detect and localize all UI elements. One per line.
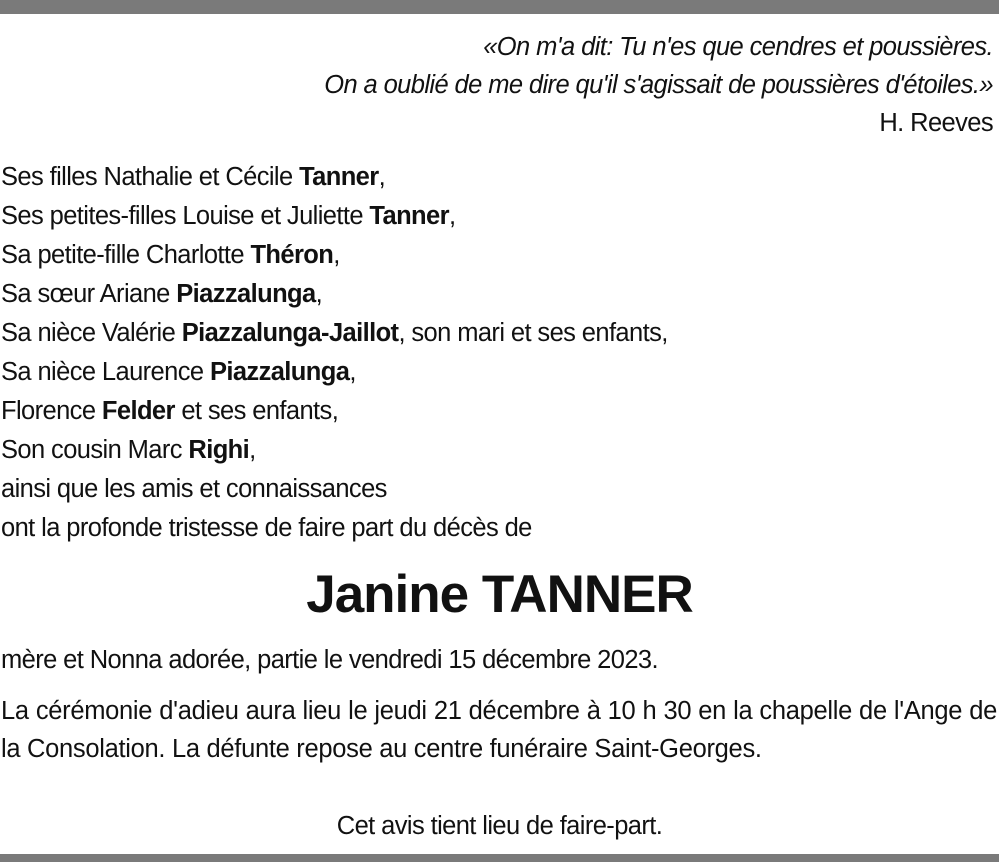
bottom-border-rule [0,854,999,862]
quote-line-2: On a oublié de me dire qu'il s'agissait de poussières d'étoiles.» [324,71,993,99]
quote-author: H. Reeves [879,109,993,137]
family-list [1,158,668,548]
family-row: Son cousin Marc Righi, [1,436,256,464]
epigraph-quote [324,28,993,142]
family-row: Sa petite-fille Charlotte Théron, [1,241,340,269]
family-row: Sa nièce Laurence Piazzalunga, [1,358,356,386]
family-row: Sa sœur Ariane Piazzalunga, [1,280,323,308]
deceased-subline: mère et Nonna adorée, partie le vendredi 15 décembre 2023. [1,646,658,674]
ceremony-paragraph: La cérémonie d'adieu aura lieu le jeudi 21 décembre à 10 h 30 en la chapelle de l'Ange de la Consolation. La défunte repose au centre funéraire Saint-Georges. [1,697,997,763]
top-border-rule [0,0,999,14]
family-row: Florence Felder et ses enfants, [1,397,339,425]
family-row: ainsi que les amis et connaissances [1,475,387,503]
family-row: Sa nièce Valérie Piazzalunga-Jaillot, son mari et ses enfants, [1,319,668,347]
quote-line-1: «On m'a dit: Tu n'es que cendres et poussières. [483,33,993,61]
deceased-name: Janine TANNER [306,565,693,624]
family-row: Ses filles Nathalie et Cécile Tanner, [1,163,386,191]
family-row: Ses petites-filles Louise et Juliette Tanner, [1,202,456,230]
family-row: ont la profonde tristesse de faire part du décès de [1,514,532,542]
closing-note: Cet avis tient lieu de faire-part. [336,812,663,840]
